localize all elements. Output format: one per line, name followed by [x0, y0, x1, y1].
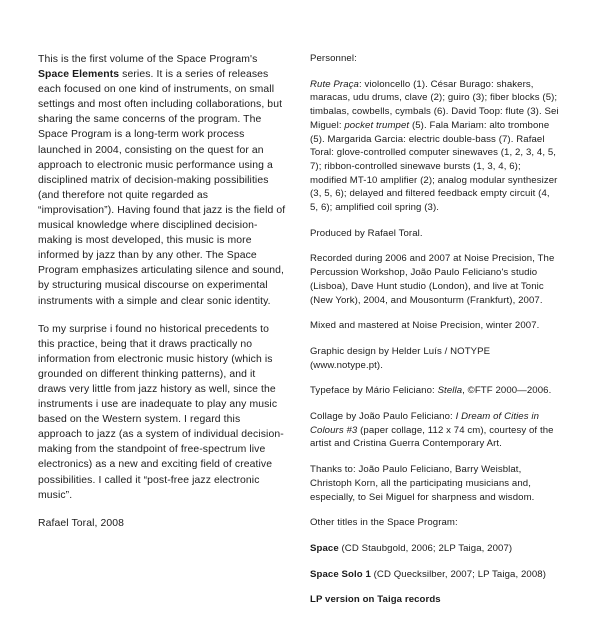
other-title-2-details: (CD Quecksilber, 2007; LP Taiga, 2008)	[370, 568, 546, 580]
left-column	[38, 52, 286, 544]
other-title-1	[310, 542, 560, 556]
collage-credits	[310, 410, 560, 451]
personnel-segment-2: : violoncello (1). César Burago: shakers, maracas, udu drums, clave (2); guiro (3); fiber blocks (5); timbalas, cowbells, cymbals (6). David Toop: flute (3). Sei Miguel:	[310, 78, 559, 131]
collage-segment-a: Collage by João Paulo Feliciano:	[310, 411, 456, 423]
intro-paragraph	[38, 52, 286, 309]
intro-segment-3: series. It is a series of releases each focused on one kind of instruments, on small settings and most often including collaborations, but sharing the same concerns of the program. The Space Program is a long-term work process launched in 2004, consisting on the quest for an approach to electronic music performance using a disciplined matrix of decision-making possibilities (and therefore not quite regarded as “improvisation”). Having found that jazz is the field of musical knowledge where disciplined decision-making is most developed, this music is more informed by jazz than by any other. The Space Program emphasizes articulating silence and sound, by structuring musical discourse on experimental instruments with a simple and clear sonic identity.	[38, 69, 286, 307]
typeface-credits	[310, 384, 560, 398]
mixing-credits: Mixed and mastered at Noise Precision, winter 2007.	[310, 320, 540, 332]
other-title-2	[310, 568, 560, 582]
intro-segment-1: This is the first volume of the Space Program's	[38, 54, 258, 65]
typeface-segment-c: , ©FTF 2000—2006.	[462, 385, 552, 397]
recording-credits: Recorded during 2006 and 2007 at Noise Precision, The Percussion Workshop, João Paulo Feliciano's studio (Lisboa), Dave Hunt studio (London), and live at Tonic (New York), 2004, and Mousonturm (Frankfurt), 2007.	[310, 253, 555, 306]
personnel-heading: Personnel:	[310, 53, 357, 64]
personnel-name-ital: Rute Praça	[310, 78, 359, 90]
typeface-name-ital: Stella	[437, 385, 463, 397]
design-credits: Graphic design by Helder Luís / NOTYPE (www.notype.pt).	[310, 345, 491, 371]
lp-version-note: LP version on Taiga records	[310, 594, 441, 606]
series-title: Space Elements	[38, 69, 120, 81]
right-column	[310, 52, 560, 619]
pocket-trumpet-ital: pocket trumpet	[344, 119, 410, 131]
collage-title-ital: I Dream of Cities in Colours #3	[310, 411, 540, 436]
produced-by: Produced by Rafael Toral.	[310, 227, 423, 239]
thanks-paragraph: Thanks to: João Paulo Feliciano, Barry Weisblat, Christoph Korn, all the participating musicians and, especially, to Sei Miguel for sharpness and wisdom.	[310, 464, 535, 503]
other-titles-heading: Other titles in the Space Program:	[310, 517, 458, 529]
other-title-1-details: (CD Staubgold, 2006; 2LP Taiga, 2007)	[338, 542, 513, 554]
other-title-2-name: Space Solo 1	[310, 568, 371, 580]
collage-segment-c: (paper collage, 112 x 74 cm), courtesy of the artist and Cristina Guerra Contemporary Art.	[310, 424, 554, 450]
second-paragraph: To my surprise i found no historical precedents to this practice, being that it draws practically no information from electronic music history (which is grounded on different thinking patterns), and it draws very little from jazz history as well, since the instruments i use are inadequate to play any music based on the Western system. I regard this approach to jazz (as a system of individual decision-making from the standpoint of free-spectrum live electronics) as a new and exciting field of creative possibilities. I called it “post-free jazz electronic music”.	[38, 323, 284, 501]
personnel-list	[310, 78, 560, 215]
personnel-segment-4: (5). Fala Mariam: alto trombone (5). Margarida Garcia: electric double-bass (7). Rafael Toral: glove-controlled computer sinewaves (1, 2, 3, 4, 5, 7); ribbon-controlled sinewave bursts (1, 3, 4, 6); modified MT-10 amplifier (2); analog modular synthesizer (3, 5, 6); delayed and filtered feedback empty circuit (4, 5, 6); amplified coil spring (3).	[310, 119, 558, 214]
typeface-segment-a: Typeface by Mário Feliciano:	[310, 385, 438, 397]
other-title-1-name: Space	[310, 542, 339, 554]
signature: Rafael Toral, 2008	[38, 517, 125, 529]
